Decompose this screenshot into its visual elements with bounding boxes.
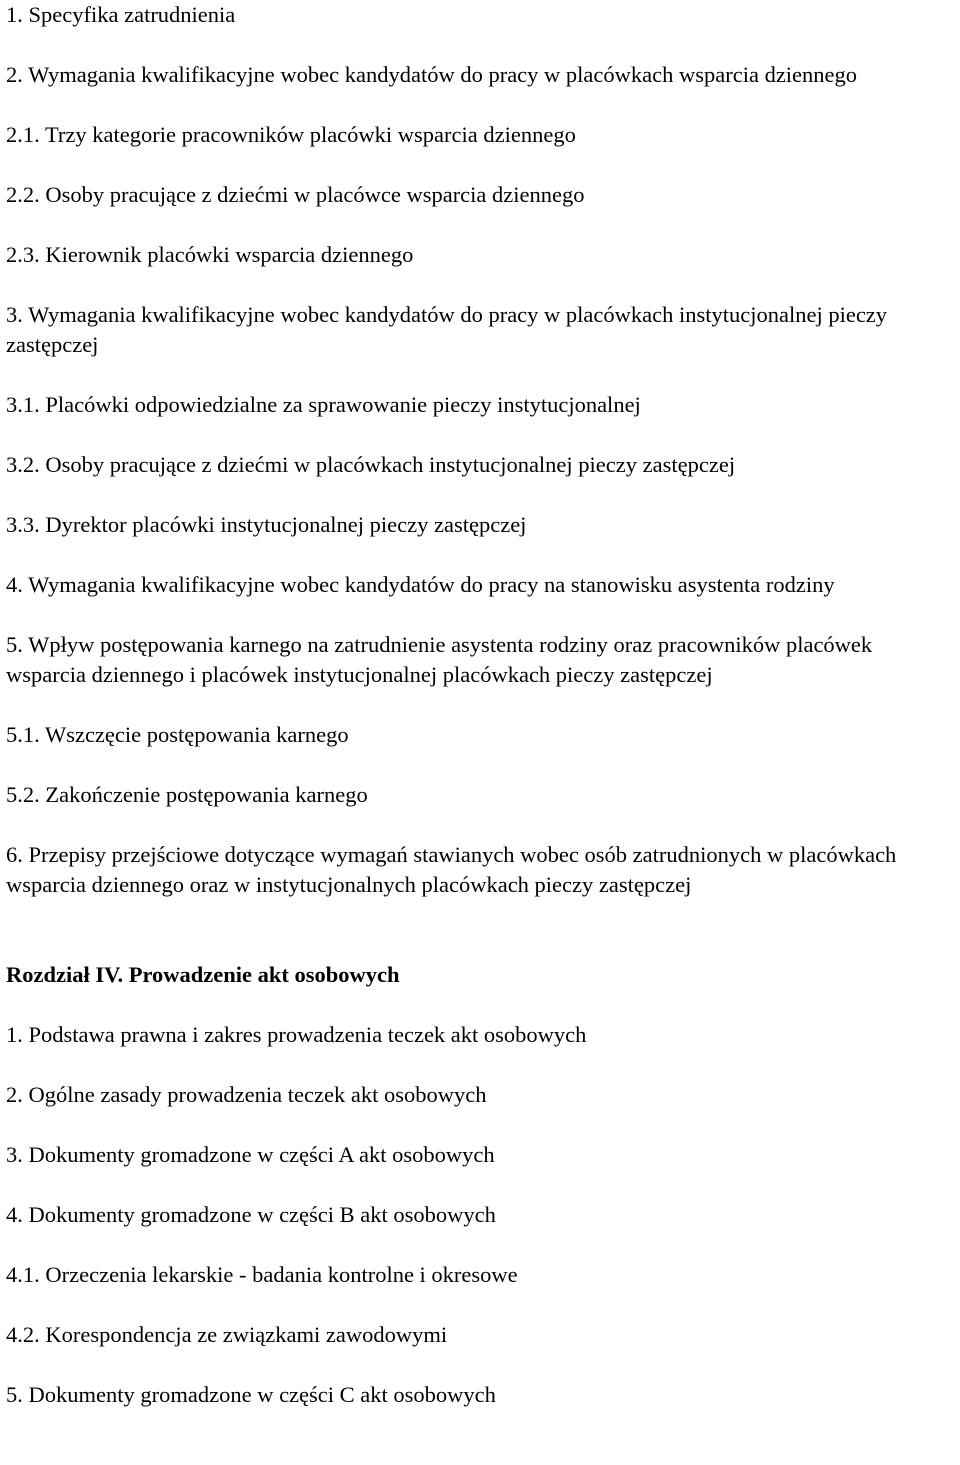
chapter-entry-3: 3. Dokumenty gromadzone w części A akt osobowych <box>6 1142 495 1167</box>
chapter-entry-2: 2. Ogólne zasady prowadzenia teczek akt osobowych <box>6 1082 487 1107</box>
toc-entry-2-3: 2.3. Kierownik placówki wsparcia dziennego <box>6 242 414 267</box>
chapter-entry-5: 5. Dokumenty gromadzone w części C akt osobowych <box>6 1382 496 1407</box>
toc-entry-5: 5. Wpływ postępowania karnego na zatrudnienie asystenta rodziny oraz pracowników placówek wsparcia dziennego i placówek instytucjonalnej placówkach pieczy zastępczej <box>6 632 873 687</box>
toc-entry-2-1: 2.1. Trzy kategorie pracowników placówki wsparcia dziennego <box>6 122 576 147</box>
chapter-entry-1: 1. Podstawa prawna i zakres prowadzenia teczek akt osobowych <box>6 1022 587 1047</box>
toc-entry-2-2: 2.2. Osoby pracujące z dziećmi w placówce wsparcia dziennego <box>6 182 585 207</box>
toc-entry-5-1: 5.1. Wszczęcie postępowania karnego <box>6 722 349 747</box>
chapter-entry-4: 4. Dokumenty gromadzone w części B akt osobowych <box>6 1202 496 1227</box>
toc-entry-3-3: 3.3. Dyrektor placówki instytucjonalnej pieczy zastępczej <box>6 512 527 537</box>
toc-entry-5-2: 5.2. Zakończenie postępowania karnego <box>6 782 368 807</box>
document-body <box>6 0 956 1440</box>
toc-entry-3-1: 3.1. Placówki odpowiedzialne za sprawowanie pieczy instytucjonalnej <box>6 392 641 417</box>
chapter-entry-4-2: 4.2. Korespondencja ze związkami zawodowymi <box>6 1322 448 1347</box>
toc-entry-1: 1. Specyfika zatrudnienia <box>6 2 236 27</box>
toc-entry-6: 6. Przepisy przejściowe dotyczące wymagań stawianych wobec osób zatrudnionych w placówkach wsparcia dziennego oraz w instytucjonalnych placówkach pieczy zastępczej <box>6 842 897 897</box>
toc-entry-3: 3. Wymagania kwalifikacyjne wobec kandydatów do pracy w placówkach instytucjonalnej pieczy zastępczej <box>6 302 888 357</box>
chapter-entry-4-1: 4.1. Orzeczenia lekarskie - badania kontrolne i okresowe <box>6 1262 518 1287</box>
toc-entry-4: 4. Wymagania kwalifikacyjne wobec kandydatów do pracy na stanowisku asystenta rodziny <box>6 572 835 597</box>
chapter-title: Rozdział IV. Prowadzenie akt osobowych <box>6 962 400 987</box>
toc-entry-3-2: 3.2. Osoby pracujące z dziećmi w placówkach instytucjonalnej pieczy zastępczej <box>6 452 736 477</box>
toc-entry-2: 2. Wymagania kwalifikacyjne wobec kandydatów do pracy w placówkach wsparcia dziennego <box>6 62 858 87</box>
